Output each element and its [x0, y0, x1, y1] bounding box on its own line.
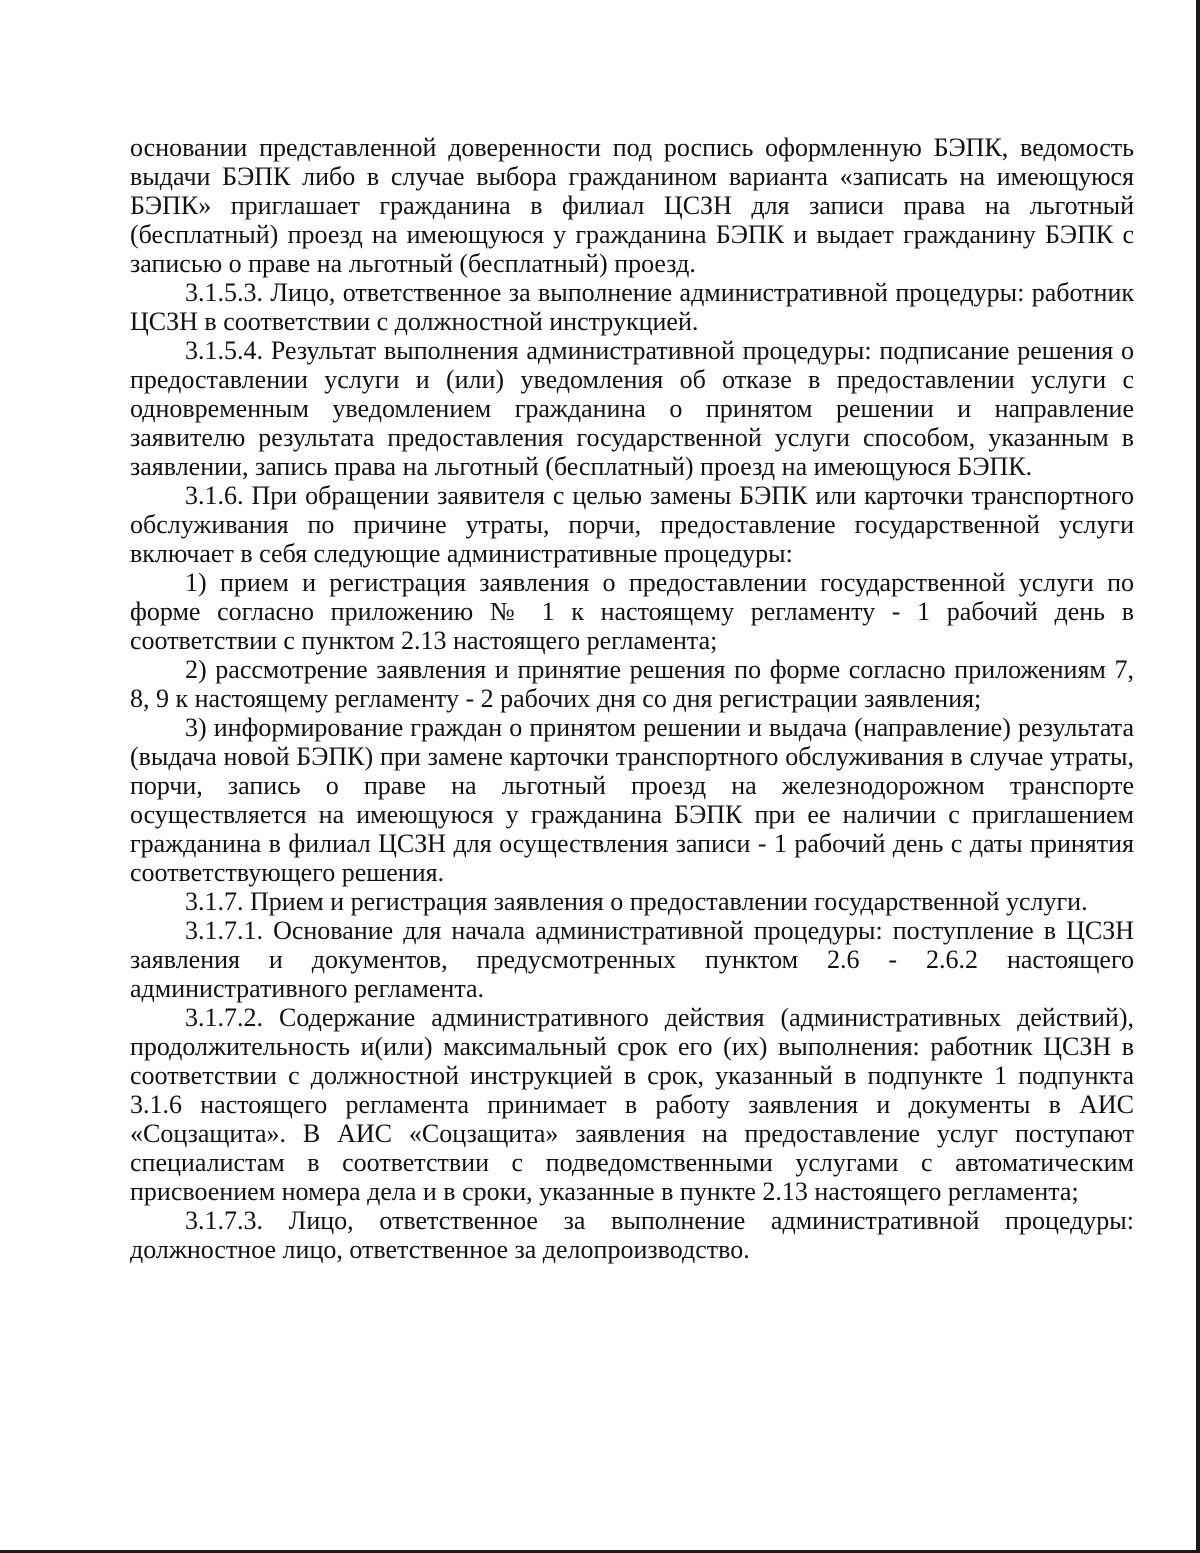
paragraph-3-1-6: 3.1.6. При обращении заявителя с целью замены БЭПК или карточки транспортного обслуживания по причине утраты, порчи, предоставление государственной услуги включает в себя следующие административные процедуры: — [130, 481, 1134, 568]
paragraph-3-1-7: 3.1.7. Прием и регистрация заявления о предоставлении государственной услуги. — [185, 887, 1088, 916]
list-item-1: 1) прием и регистрация заявления о предоставлении государственной услуги по форме согласно приложению № 1 к настоящему регламенту - 1 рабочий день в соответствии с пунктом 2.13 настоящего регламента; — [130, 568, 1134, 655]
paragraph-3-1-5-3: 3.1.5.3. Лицо, ответственное за выполнение административной процедуры: работник ЦСЗН в соответствии с должностной инструкцией. — [130, 278, 1134, 336]
paragraph-3-1-7-2: 3.1.7.2. Содержание административного действия (административных действий), продолжительность и(или) максимальный срок его (их) выполнения: работник ЦСЗН в соответствии с должностной инструкцией в срок, указанный в подпункте 1 подпункта 3.1.6 настоящего регламента принимает в работу заявления и документы в АИС «Соцзащита». В АИС «Соцзащита» заявления на предоставление услуг поступают специалистам в соответствии с подведомственными услугами с автоматическим присвоением номера дела и в сроки, указанные в пункте 2.13 настоящего регламента; — [130, 1003, 1134, 1206]
document-body — [130, 133, 1134, 1264]
paragraph-continuation: основании представленной доверенности под роспись оформленную БЭПК, ведомость выдачи БЭПК либо в случае выбора гражданином варианта «записать на имеющуюся БЭПК» приглашает гражданина в филиал ЦСЗН для записи права на льготный (бесплатный) проезд на имеющуюся у гражданина БЭПК и выдает гражданину БЭПК с записью о праве на льготный (бесплатный) проезд. — [130, 133, 1134, 278]
scan-border-right — [1196, 0, 1200, 1553]
paragraph-3-1-5-4: 3.1.5.4. Результат выполнения административной процедуры: подписание решения о предоставлении услуги и (или) уведомления об отказе в предоставлении услуги с одновременным уведомлением гражданина о принятом решении и направление заявителю результата предоставления государственной услуги способом, указанным в заявлении, запись права на льготный (бесплатный) проезд на имеющуюся БЭПК. — [130, 336, 1134, 481]
paragraph-3-1-7-1: 3.1.7.1. Основание для начала административной процедуры: поступление в ЦСЗН заявления и документов, предусмотренных пунктом 2.6 - 2.6.2 настоящего административного регламента. — [130, 916, 1134, 1003]
list-item-2: 2) рассмотрение заявления и принятие решения по форме согласно приложениям 7, 8, 9 к настоящему регламенту - 2 рабочих дня со дня регистрации заявления; — [130, 655, 1134, 713]
list-item-3: 3) информирование граждан о принятом решении и выдача (направление) результата (выдача новой БЭПК) при замене карточки транспортного обслуживания в случае утраты, порчи, запись о праве на льготный проезд на железнодорожном транспорте осуществляется на имеющуюся у гражданина БЭПК при ее наличии с приглашением гражданина в филиал ЦСЗН для осуществления записи - 1 рабочий день с даты принятия соответствующего решения. — [130, 713, 1134, 887]
paragraph-3-1-7-3: 3.1.7.3. Лицо, ответственное за выполнение административной процедуры: должностное лицо, ответственное за делопроизводство. — [130, 1206, 1134, 1264]
